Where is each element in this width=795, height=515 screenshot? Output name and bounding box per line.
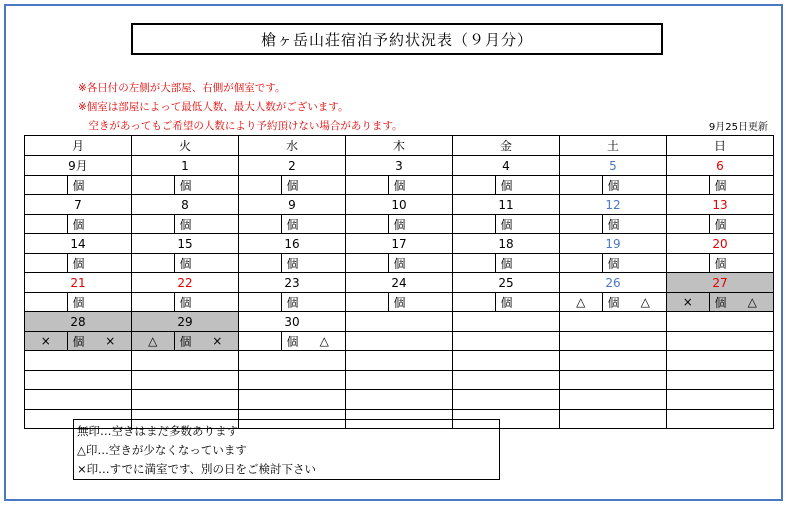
- availability-cell: [25, 215, 132, 234]
- legend-no-mark: 無印…空きはまだ多数あります: [77, 424, 238, 438]
- private-room-status: △: [319, 334, 329, 348]
- date-cell: 24: [346, 273, 453, 293]
- availability-cell: [25, 332, 132, 351]
- private-room-label: 個: [709, 215, 732, 233]
- dorm-status: ×: [682, 295, 693, 309]
- date-cell: 25: [453, 273, 560, 293]
- dorm-status: ×: [40, 334, 51, 348]
- availability-cell: [25, 176, 132, 195]
- date-cell: 5: [560, 156, 667, 176]
- date-cell: 19: [560, 234, 667, 254]
- date-cell: 12: [560, 195, 667, 215]
- private-room-label: 個: [174, 332, 197, 350]
- reservation-calendar: [24, 135, 774, 429]
- date-cell: 17: [346, 234, 453, 254]
- private-room-label: 個: [281, 176, 304, 194]
- private-room-label: 個: [495, 254, 518, 272]
- date-cell: 8: [132, 195, 239, 215]
- availability-cell: [239, 254, 346, 273]
- weekday-header-row: [25, 136, 774, 156]
- date-row: [25, 351, 774, 371]
- availability-cell: [667, 215, 774, 234]
- weekday-sat: 土: [560, 136, 667, 156]
- page-title: 槍ヶ岳山荘宿泊予約状況表（９月分）: [131, 23, 663, 55]
- date-row: [25, 195, 774, 215]
- empty-cell: [239, 371, 346, 390]
- private-room-label: 個: [67, 293, 90, 311]
- private-room-label: 個: [602, 293, 625, 311]
- availability-cell: [239, 176, 346, 195]
- empty-cell: [132, 351, 239, 371]
- empty-cell: [560, 312, 667, 332]
- private-room-label: 個: [388, 293, 411, 311]
- date-cell: 20: [667, 234, 774, 254]
- private-room-status: △: [640, 295, 650, 309]
- date-cell: 11: [453, 195, 560, 215]
- empty-cell: [560, 390, 667, 410]
- availability-cell: [560, 215, 667, 234]
- empty-cell: [346, 371, 453, 390]
- empty-cell: [346, 312, 453, 332]
- private-room-label: 個: [495, 176, 518, 194]
- empty-cell: [560, 410, 667, 429]
- availability-cell: [667, 176, 774, 195]
- availability-row: [25, 293, 774, 312]
- date-cell: 2: [239, 156, 346, 176]
- date-cell: 27: [667, 273, 774, 293]
- private-room-label: 個: [388, 176, 411, 194]
- empty-cell: [239, 390, 346, 410]
- empty-cell: [667, 312, 774, 332]
- empty-cell: [667, 351, 774, 371]
- date-row: [25, 234, 774, 254]
- private-room-status: △: [747, 295, 757, 309]
- date-cell: 22: [132, 273, 239, 293]
- private-room-label: 個: [602, 176, 625, 194]
- date-cell: 21: [25, 273, 132, 293]
- private-room-label: 個: [67, 332, 90, 350]
- empty-cell: [346, 332, 453, 351]
- note-2: ※個室は部屋によって最低人数、最大人数がございます。: [78, 101, 349, 113]
- availability-row: [25, 371, 774, 390]
- empty-cell: [667, 332, 774, 351]
- availability-cell: [132, 215, 239, 234]
- private-room-label: 個: [67, 215, 90, 233]
- date-cell: 4: [453, 156, 560, 176]
- availability-cell: [453, 215, 560, 234]
- weekday-wed: 水: [239, 136, 346, 156]
- private-room-label: 個: [709, 176, 732, 194]
- date-row: [25, 273, 774, 293]
- availability-cell: [667, 254, 774, 273]
- availability-row: [25, 332, 774, 351]
- availability-cell: [453, 176, 560, 195]
- availability-cell: [132, 254, 239, 273]
- empty-cell: [453, 332, 560, 351]
- date-cell: 3: [346, 156, 453, 176]
- date-cell: 1: [132, 156, 239, 176]
- empty-cell: [453, 371, 560, 390]
- updated-date: 9月25日更新: [708, 122, 768, 133]
- private-room-label: 個: [602, 254, 625, 272]
- date-cell: 7: [25, 195, 132, 215]
- availability-cell: [346, 176, 453, 195]
- date-row: [25, 156, 774, 176]
- private-room-label: 個: [495, 293, 518, 311]
- availability-cell: [560, 176, 667, 195]
- availability-cell: [667, 293, 774, 312]
- private-room-label: 個: [709, 293, 732, 311]
- private-room-label: 個: [388, 215, 411, 233]
- private-room-label: 個: [709, 254, 732, 272]
- private-room-label: 個: [174, 176, 197, 194]
- date-cell: 28: [25, 312, 132, 332]
- weekday-mon: 月: [25, 136, 132, 156]
- weekday-tue: 火: [132, 136, 239, 156]
- empty-cell: [667, 390, 774, 410]
- availability-cell: [453, 254, 560, 273]
- private-room-label: 個: [388, 254, 411, 272]
- legend-triangle: △印…空きが少なくなっています: [77, 443, 247, 457]
- availability-cell: [453, 293, 560, 312]
- empty-cell: [239, 351, 346, 371]
- weekday-sun: 日: [667, 136, 774, 156]
- empty-cell: [25, 371, 132, 390]
- date-cell: 6: [667, 156, 774, 176]
- empty-cell: [25, 351, 132, 371]
- availability-row: [25, 254, 774, 273]
- weekday-thu: 木: [346, 136, 453, 156]
- empty-cell: [25, 390, 132, 410]
- private-room-label: 個: [174, 254, 197, 272]
- date-cell: 9月: [25, 156, 132, 176]
- private-room-status: ×: [105, 334, 116, 348]
- private-room-label: 個: [67, 254, 90, 272]
- private-room-label: 個: [495, 215, 518, 233]
- private-room-label: 個: [602, 215, 625, 233]
- empty-cell: [560, 351, 667, 371]
- availability-cell: [560, 254, 667, 273]
- empty-cell: [346, 390, 453, 410]
- empty-cell: [346, 351, 453, 371]
- private-room-status: ×: [212, 334, 223, 348]
- date-cell: 14: [25, 234, 132, 254]
- empty-cell: [667, 371, 774, 390]
- empty-cell: [667, 410, 774, 429]
- empty-cell: [560, 332, 667, 351]
- dorm-status: △: [576, 295, 586, 309]
- availability-cell: [346, 254, 453, 273]
- date-cell: 16: [239, 234, 346, 254]
- empty-cell: [132, 371, 239, 390]
- dorm-status: △: [148, 334, 158, 348]
- availability-cell: [132, 332, 239, 351]
- date-row: [25, 390, 774, 410]
- empty-cell: [132, 390, 239, 410]
- private-room-label: 個: [67, 176, 90, 194]
- empty-cell: [453, 351, 560, 371]
- empty-cell: [453, 312, 560, 332]
- availability-cell: [25, 293, 132, 312]
- empty-cell: [453, 390, 560, 410]
- legend-cross: ×印…すでに満室です、別の日をご検討下さい: [77, 462, 317, 476]
- note-1: ※各日付の左側が大部屋、右側が個室です。: [78, 82, 286, 94]
- note-3: 空きがあってもご希望の人数により予約頂けない場合があります。: [78, 120, 403, 132]
- availability-cell: [560, 293, 667, 312]
- date-cell: 26: [560, 273, 667, 293]
- weekday-fri: 金: [453, 136, 560, 156]
- availability-cell: [132, 293, 239, 312]
- private-room-label: 個: [281, 293, 304, 311]
- date-row: [25, 312, 774, 332]
- date-cell: 13: [667, 195, 774, 215]
- date-cell: 18: [453, 234, 560, 254]
- availability-cell: [25, 254, 132, 273]
- date-cell: 15: [132, 234, 239, 254]
- date-cell: 9: [239, 195, 346, 215]
- availability-cell: [239, 215, 346, 234]
- empty-cell: [560, 371, 667, 390]
- legend-box: [73, 419, 500, 480]
- date-cell: 23: [239, 273, 346, 293]
- date-cell: 10: [346, 195, 453, 215]
- private-room-label: 個: [281, 215, 304, 233]
- private-room-label: 個: [174, 215, 197, 233]
- availability-row: [25, 215, 774, 234]
- private-room-label: 個: [174, 293, 197, 311]
- private-room-label: 個: [281, 254, 304, 272]
- private-room-label: 個: [281, 332, 304, 350]
- availability-cell: [239, 332, 346, 351]
- availability-cell: [239, 293, 346, 312]
- date-cell: 29: [132, 312, 239, 332]
- date-cell: 30: [239, 312, 346, 332]
- availability-cell: [346, 293, 453, 312]
- availability-cell: [132, 176, 239, 195]
- availability-row: [25, 176, 774, 195]
- availability-cell: [346, 215, 453, 234]
